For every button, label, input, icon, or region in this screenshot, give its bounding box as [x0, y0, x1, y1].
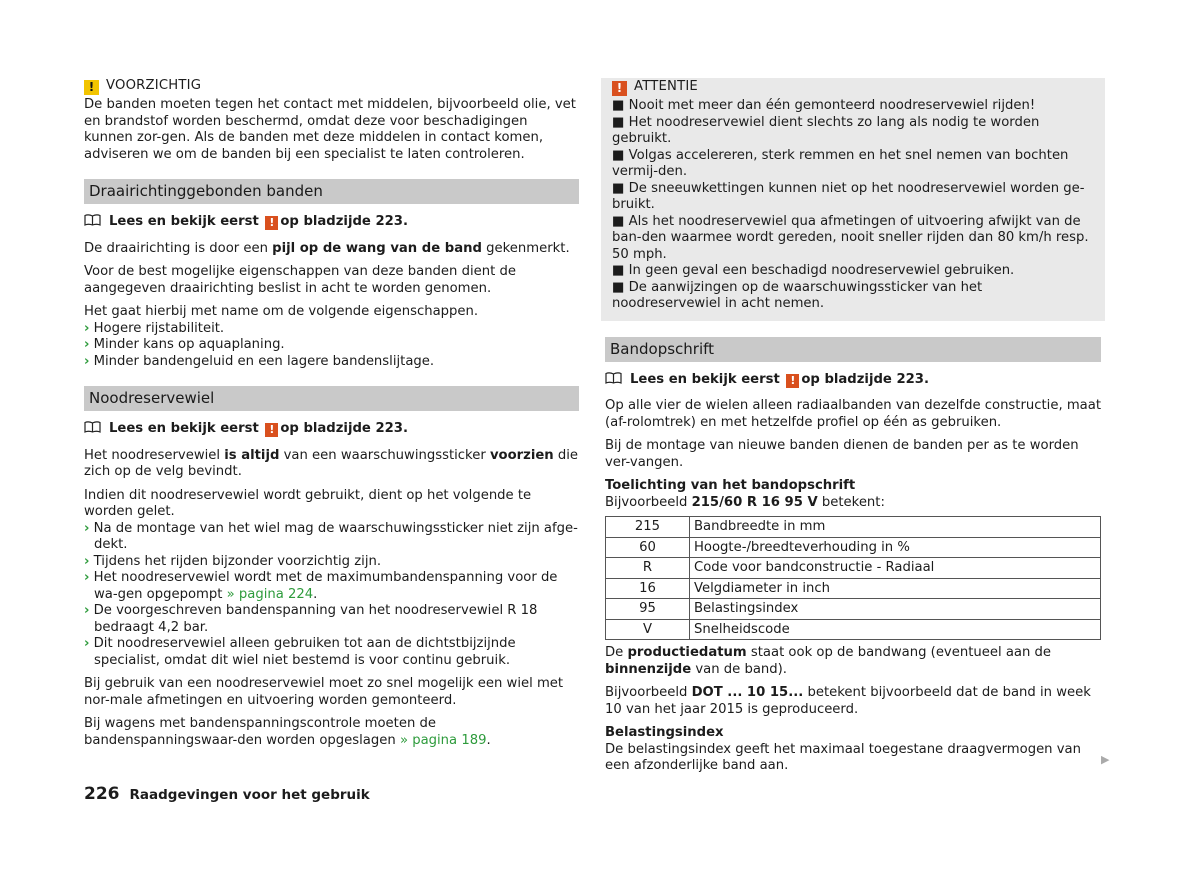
table-row: 16 Velgdiameter in inch — [606, 578, 1101, 599]
arrow-bullet-icon: › — [84, 636, 90, 651]
list-item: › Het noodreservewiel wordt met de maximumbandenspanning voor de wa-gen opgepompt » pagina 224. — [84, 570, 558, 602]
paragraph: De draairichting is door een pijl op de wang van de band gekenmerkt. — [84, 240, 570, 256]
table-row: 95 Belastingsindex — [606, 599, 1101, 620]
paragraph: De productiedatum staat ook op de bandwang (eventueel aan de binnenzijde van de band). — [605, 645, 1052, 677]
table-row: R Code voor bandconstructie - Radiaal — [606, 558, 1101, 579]
list-item: › Dit noodreservewiel alleen gebruiken tot aan de dichtstbijzijnde specialist, omdat dit wiel niet bestemd is voor continu gebruik. — [84, 636, 516, 668]
page-number: 226 — [84, 784, 120, 804]
list-item: ■ De aanwijzingen op de waarschuwingssticker van het noodreservewiel in acht nemen. — [612, 279, 983, 311]
arrow-bullet-icon: › — [84, 570, 90, 585]
arrow-bullet-icon: › — [84, 337, 90, 352]
caution-notice — [84, 78, 579, 163]
paragraph: Bij de montage van nieuwe banden dienen de banden per as te worden ver-vangen. — [605, 438, 1079, 470]
book-icon — [84, 214, 101, 226]
paragraph: Het gaat hierbij met name om de volgende eigenschappen. — [84, 304, 479, 319]
arrow-bullet-icon: › — [84, 553, 90, 569]
list-item: ■ Nooit met meer dan één gemonteerd noodreservewiel rijden! — [612, 98, 1036, 113]
list-item: › Na de montage van het wiel mag de waarschuwingssticker niet zijn afge-dekt. — [84, 520, 578, 552]
warning-icon: ! — [786, 374, 799, 388]
paragraph: Indien dit noodreservewiel wordt gebruikt, dient op het volgende te worden gelet. — [84, 487, 532, 519]
paragraph: Bijvoorbeeld DOT ... 10 15... betekent bijvoorbeeld dat de band in week 10 van het jaar 2015 is geproduceerd. — [605, 685, 1091, 717]
section-title-noodreservewiel: Noodreservewiel — [84, 386, 579, 411]
arrow-bullet-icon: › — [84, 353, 90, 369]
paragraph: Op alle vier de wielen alleen radiaalbanden van dezelfde constructie, maat (af-rolomtrek) en met hetzelfde profiel op één as gebruiken. — [605, 398, 1102, 430]
attention-title: ATTENTIE — [634, 79, 698, 94]
list-item: ■ Volgas accelereren, sterk remmen en het snel nemen van bochten vermij-den. — [612, 147, 1069, 179]
caution-title: VOORZICHTIG — [106, 78, 202, 93]
reference-line: Lees en bekijk eerst ! op bladzijde 223. — [84, 421, 579, 438]
paragraph: Voor de best mogelijke eigenschappen van deze banden dient de aangegeven draairichting beslist in acht te worden genomen. — [84, 264, 516, 296]
attention-notice — [601, 78, 1105, 321]
list-item: › Minder bandengeluid en een lagere bandenslijtage. — [84, 353, 435, 369]
tyre-code-table — [605, 516, 1101, 640]
book-icon — [84, 421, 101, 433]
caution-icon: ! — [84, 80, 99, 95]
table-row: 60 Hoogte-/breedteverhouding in % — [606, 537, 1101, 558]
arrow-bullet-icon: › — [84, 603, 90, 618]
list-item: › Minder kans op aquaplaning. — [84, 337, 285, 352]
reference-line: Lees en bekijk eerst ! op bladzijde 223. — [605, 372, 1101, 389]
left-column — [84, 78, 579, 749]
section-title-bandopschrift: Bandopschrift — [605, 337, 1101, 362]
footer-label: Raadgevingen voor het gebruik — [129, 787, 370, 803]
list-item: › Tijdens het rijden bijzonder voorzichtig zijn. — [84, 553, 382, 569]
paragraph: De belastingsindex geeft het maximaal toegestane draagvermogen van een afzonderlijke band aan. — [605, 741, 1081, 773]
list-item: › De voorgeschreven bandenspanning van het noodreservewiel R 18 bedraagt 4,2 bar. — [84, 603, 538, 635]
attention-icon: ! — [612, 81, 627, 96]
book-icon — [605, 372, 622, 384]
list-item: ■ Als het noodreservewiel qua afmetingen of uitvoering afwijkt van de ban-den waarmee wordt gereden, nooit sneller rijden dan 80 km/h resp. 50 mph. — [612, 213, 1089, 262]
page-link[interactable]: » pagina 189 — [399, 732, 487, 748]
right-column — [605, 78, 1101, 775]
page-footer — [84, 786, 370, 805]
table-row: V Snelheidscode — [606, 619, 1101, 640]
list-item: ■ De sneeuwkettingen kunnen niet op het noodreservewiel worden ge-bruikt. — [612, 180, 1085, 212]
arrow-bullet-icon: › — [84, 520, 90, 536]
warning-icon: ! — [265, 216, 278, 230]
paragraph: Bij wagens met bandenspanningscontrole moeten de bandenspanningswaar-den worden opgeslagen » pagina 189. — [84, 716, 491, 748]
continue-arrow-icon: ▶ — [1101, 753, 1110, 766]
paragraph: Het noodreservewiel is altijd van een waarschuwingssticker voorzien die zich op de velg bevindt. — [84, 447, 579, 479]
reference-line: Lees en bekijk eerst ! op bladzijde 223. — [84, 214, 579, 231]
paragraph: Bij gebruik van een noodreservewiel moet zo snel mogelijk een wiel met nor-male afmetingen en uitvoering worden gemonteerd. — [84, 676, 564, 708]
list-item: ■ Het noodreservewiel dient slechts zo lang als nodig te worden gebruikt. — [612, 114, 1040, 146]
caution-text: De banden moeten tegen het contact met middelen, bijvoorbeeld olie, vet en brandstof worden beschermd, omdat deze voor beschadigingen kunnen zor-gen. Als de banden met deze middelen in contact komen, adviseren we om de banden bij een specialist te laten controleren. — [84, 97, 576, 162]
list-item: › Hogere rijstabiliteit. — [84, 320, 225, 336]
arrow-bullet-icon: › — [84, 320, 90, 336]
subheading: Belastingsindex — [605, 725, 724, 740]
warning-icon: ! — [265, 423, 278, 437]
page-link[interactable]: » pagina 224 — [226, 586, 314, 602]
list-item: ■ In geen geval een beschadigd noodreservewiel gebruiken. — [612, 263, 1015, 278]
paragraph: Bijvoorbeeld 215/60 R 16 95 V betekent: — [605, 494, 885, 510]
table-row: 215 Bandbreedte in mm — [606, 517, 1101, 538]
section-title-draairichting: Draairichtinggebonden banden — [84, 179, 579, 204]
subheading: Toelichting van het bandopschrift — [605, 478, 856, 493]
